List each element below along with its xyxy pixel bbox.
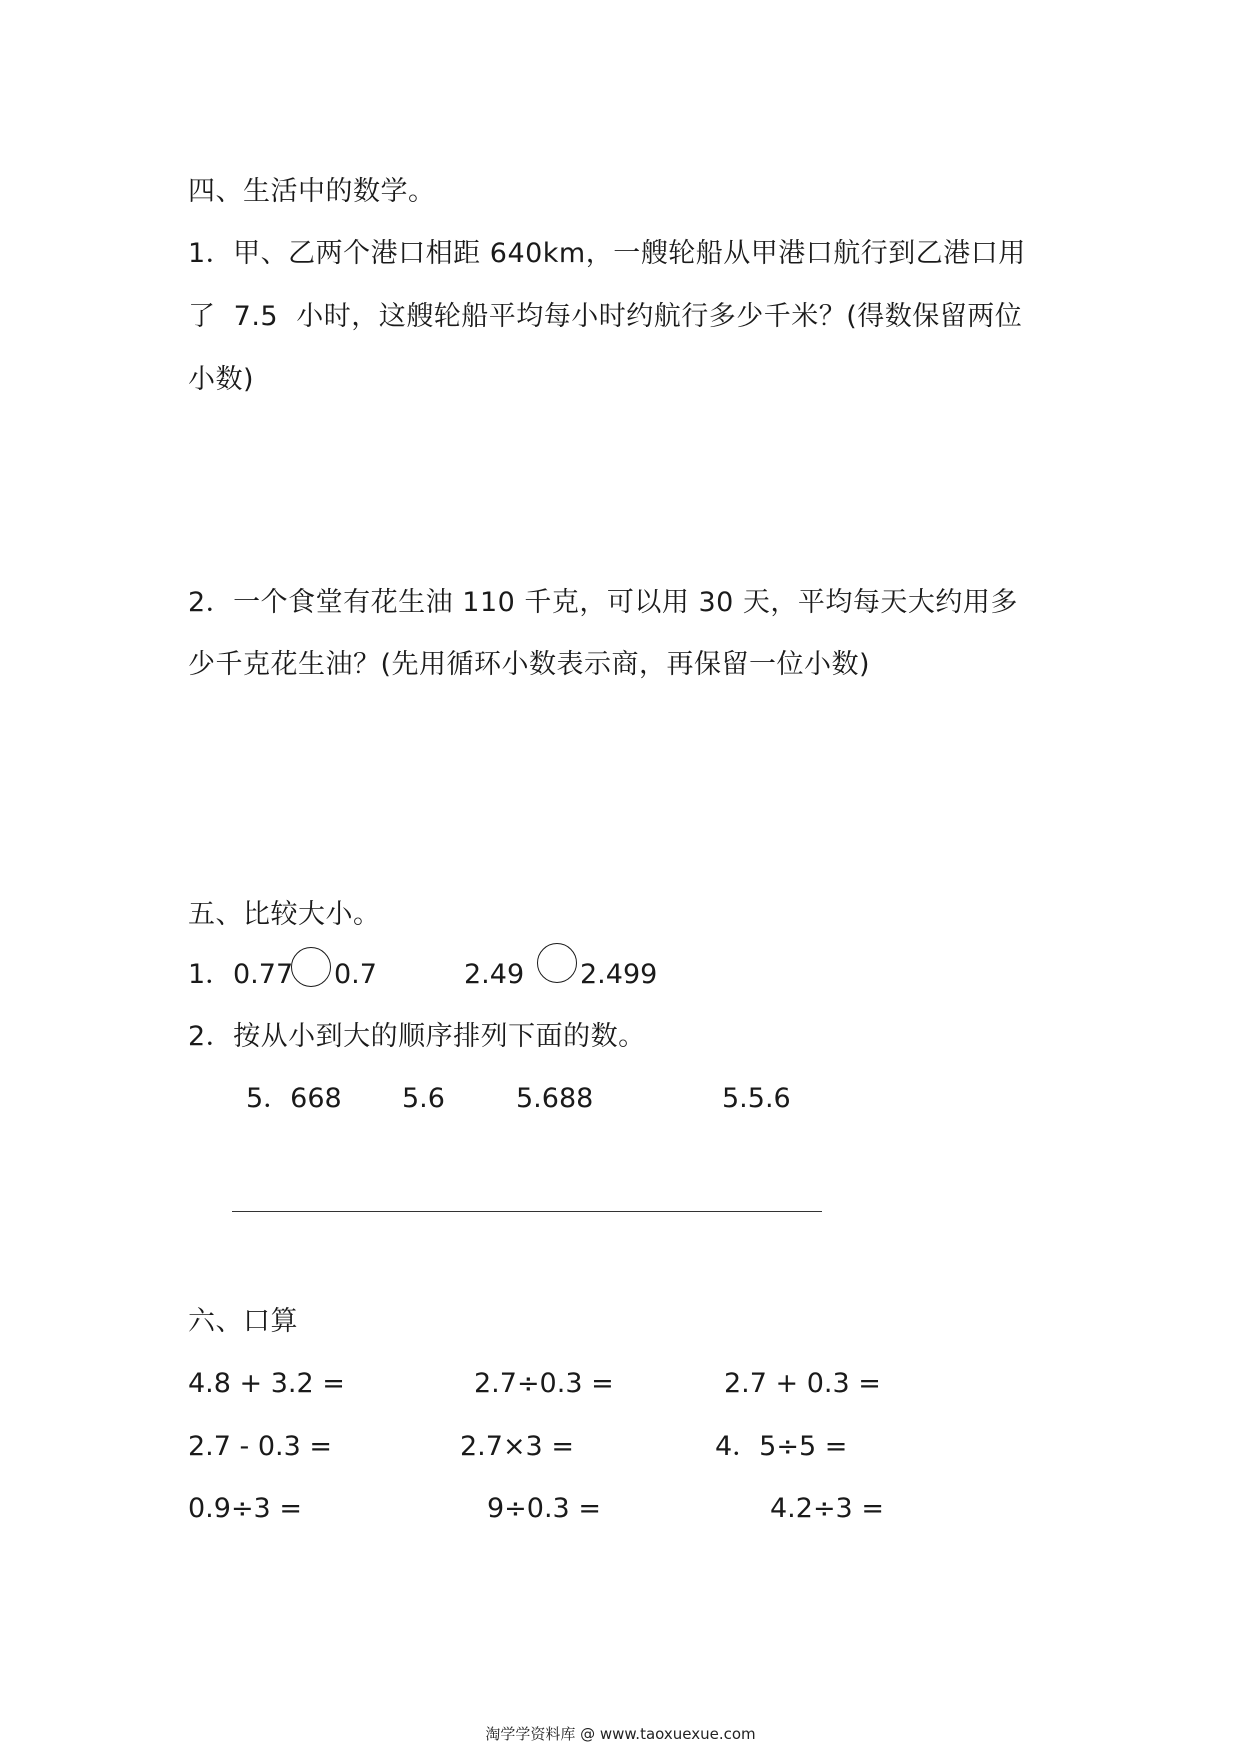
q4-2-line-1: 2．一个食堂有花生油 110 千克，可以用 30 天，平均每天大约用多: [188, 587, 1018, 618]
mental-math-item: 4.2÷3 =: [770, 1493, 884, 1524]
section-4-title: 四、生活中的数学。: [188, 176, 436, 207]
order-number: 5．668: [246, 1083, 342, 1114]
mental-math-item: 9÷0.3 =: [487, 1493, 601, 1524]
mental-math-item: 4.8 + 3.2 =: [188, 1368, 345, 1399]
footer-watermark: 淘学学资料库 @ www.taoxuexue.com: [485, 1725, 756, 1743]
order-number: 5.5.6: [722, 1083, 791, 1114]
q5-2-text: 2．按从小到大的顺序排列下面的数。: [188, 1021, 646, 1052]
order-number: 5.6: [402, 1083, 445, 1114]
compare-circle-a[interactable]: [291, 947, 331, 987]
compare-circle-b[interactable]: [537, 943, 577, 983]
mental-math-item: 2.7÷0.3 =: [474, 1368, 614, 1399]
mental-math-item: 2.7×3 =: [460, 1431, 574, 1462]
compare-a-right: 0.7: [334, 959, 377, 990]
q4-1-line-3: 小数): [188, 364, 255, 395]
compare-b-left: 2.49: [464, 959, 525, 990]
compare-a-left: 0.77: [233, 959, 294, 990]
answer-line[interactable]: [232, 1211, 822, 1212]
mental-math-item: 2.7 - 0.3 =: [188, 1431, 332, 1462]
order-number: 5.688: [516, 1083, 594, 1114]
q5-1-label: 1．: [188, 959, 233, 990]
q4-1-line-1: 1．甲、乙两个港口相距 640km，一艘轮船从甲港口航行到乙港口用: [188, 238, 1026, 269]
mental-math-item: 0.9÷3 =: [188, 1493, 302, 1524]
section-5-title: 五、比较大小。: [188, 899, 381, 930]
section-6-title: 六、口算: [188, 1306, 298, 1337]
mental-math-item: 2.7 + 0.3 =: [724, 1368, 881, 1399]
compare-b-right: 2.499: [580, 959, 658, 990]
mental-math-item: 4．5÷5 =: [715, 1431, 848, 1462]
q4-1-line-2: 了 7.5 小时，这艘轮船平均每小时约航行多少千米？(得数保留两位: [188, 301, 1023, 332]
q4-2-line-2: 少千克花生油？(先用循环小数表示商，再保留一位小数): [188, 649, 871, 680]
